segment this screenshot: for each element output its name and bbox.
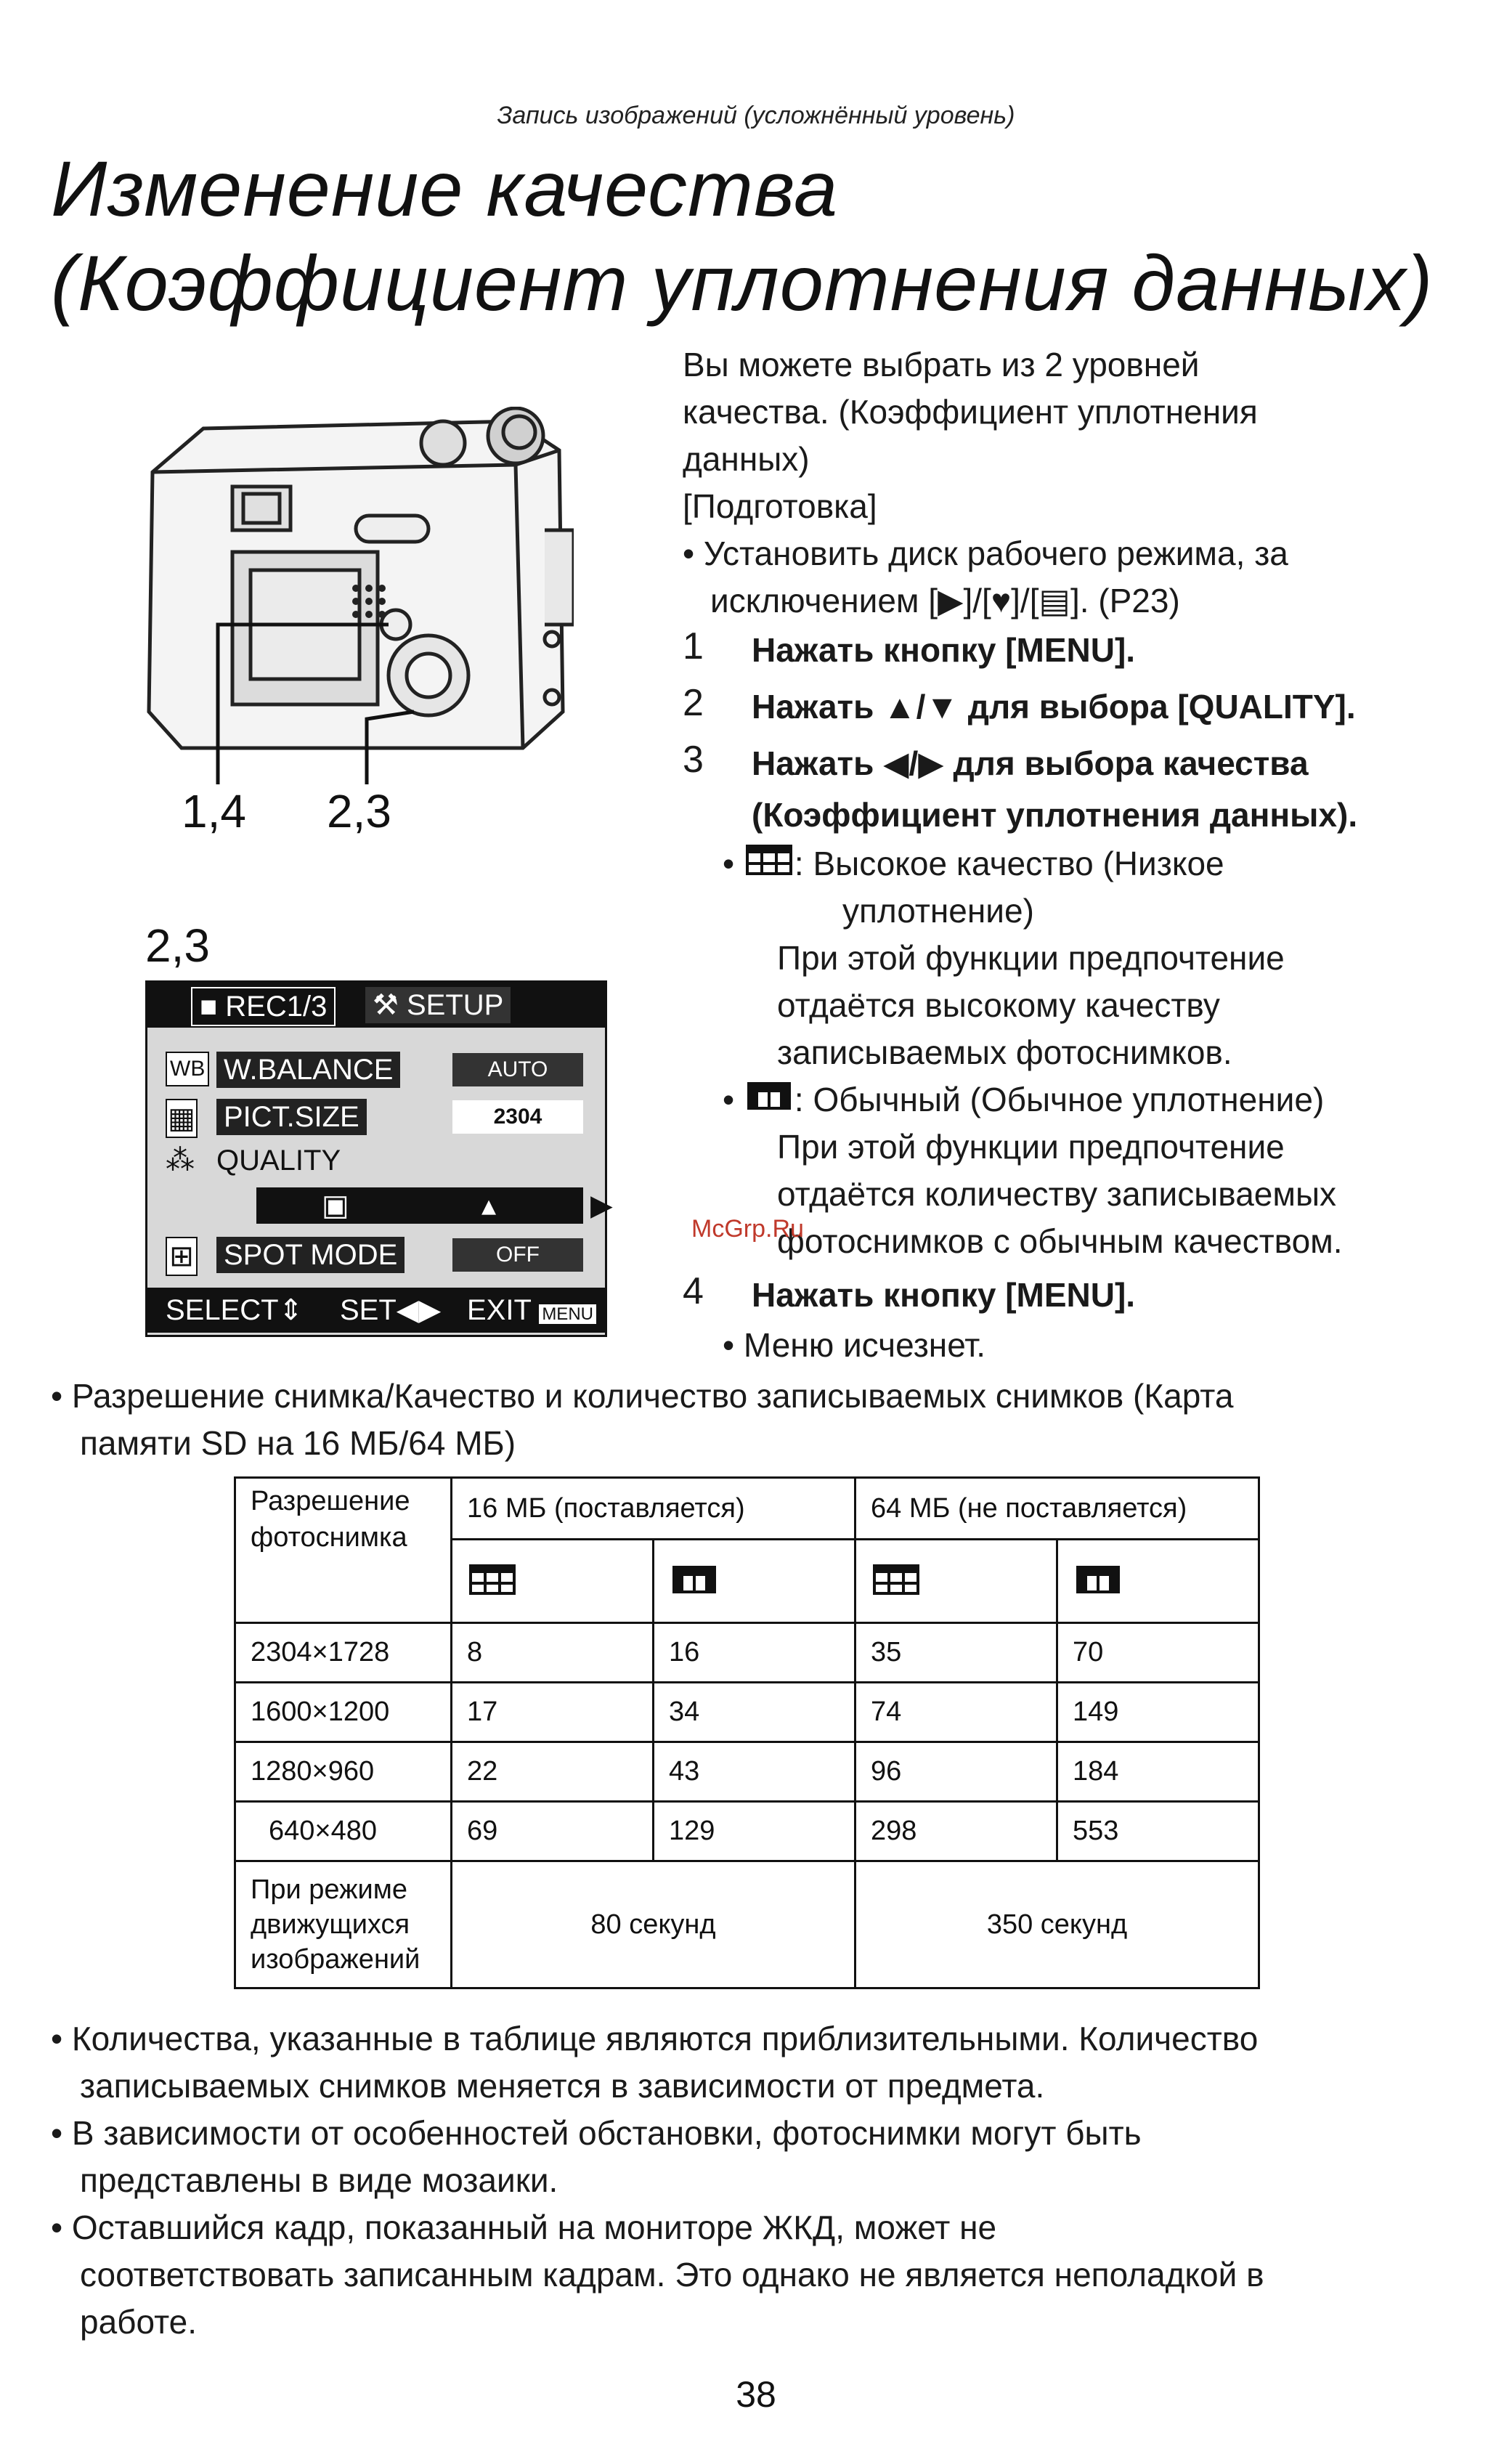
standard-option-line-1: [723, 1076, 1324, 1124]
table-cell: 74: [855, 1683, 1057, 1742]
table-intro-line-1: • Разрешение снимка/Качество и количество записываемых снимков (Карта: [51, 1377, 1234, 1415]
bullet-dot: •: [723, 1081, 744, 1118]
table-corner-cell: [235, 1478, 452, 1623]
lcd-pict-label: PICT.SIZE: [216, 1099, 367, 1135]
table-fine-64: [855, 1540, 1057, 1623]
step-3-text-line-2: (Коэффициент уплотнения данных).: [752, 796, 1358, 834]
step-4-number: 4: [683, 1270, 704, 1312]
page-title-line2: (Коэффициент уплотнения данных): [51, 239, 1434, 327]
standard-quality-icon: [744, 1076, 794, 1111]
fine-option-line-2: уплотнение): [842, 892, 1034, 930]
movie-label-line-1: При режиме: [251, 1874, 407, 1905]
prep-text-a: исключением [: [710, 582, 938, 619]
table-std-64: [1057, 1540, 1259, 1623]
standard-quality-icon: [1073, 1560, 1123, 1595]
table-cell: 298: [855, 1802, 1057, 1861]
table-cell: 22: [452, 1742, 654, 1802]
page-number: 38: [736, 2374, 776, 2415]
step-4-note: • Меню исчезнет.: [723, 1326, 986, 1364]
table-cell: 96: [855, 1742, 1057, 1802]
lcd-tab-rec-label: REC1/3: [225, 991, 328, 1023]
lcd-quality-selector: [256, 1187, 613, 1224]
lcd-tab-setup-label: SETUP: [406, 989, 504, 1021]
intro-line-3: данных): [683, 440, 810, 478]
step-3-text: Нажать ◀/▶ для выбора качества: [752, 744, 1309, 782]
lcd-footer: [147, 1288, 605, 1333]
wrench-icon: ⚒: [373, 989, 407, 1021]
fine-desc-line-2: отдаётся высокому качеству: [777, 986, 1220, 1024]
menu-button-icon: MENU: [539, 1304, 596, 1324]
lcd-footer-set-label: SET: [340, 1294, 397, 1326]
standard-desc-line-2: отдаётся количеству записываемых: [777, 1175, 1337, 1213]
spot-mode-icon: ⊞: [166, 1237, 198, 1276]
lcd-footer-set: [340, 1292, 441, 1328]
note-1-line-1: • Количества, указанные в таблице являются приблизительными. Количество: [51, 2020, 1259, 2057]
step-1-number: 1: [683, 625, 704, 667]
fine-desc-line-1: При этой функции предпочтение: [777, 939, 1285, 977]
lcd-tab-bar: [147, 983, 605, 1028]
fine-option-text: : Высокое качество (Низкое: [794, 845, 1224, 882]
camera-label-left: 1,4: [182, 785, 246, 837]
standard-desc-line-1: При этой функции предпочтение: [777, 1128, 1285, 1166]
lcd-row-pict: [147, 1099, 605, 1139]
fine-quality-icon: ▣: [322, 1190, 349, 1222]
table-movie-label: [235, 1861, 452, 1988]
intro-line-1: Вы можете выбрать из 2 уровней: [683, 346, 1200, 383]
lcd-spot-label: SPOT MODE: [216, 1237, 405, 1273]
table-row-resolution: 2304×1728: [235, 1623, 452, 1683]
wb-badge: WB: [166, 1052, 209, 1086]
lcd-row-spot: [147, 1237, 605, 1277]
table-header-row: [235, 1478, 1259, 1540]
prep-text-b: ]/[: [963, 582, 991, 619]
prep-bullet-line-2: [710, 577, 1180, 625]
lcd-footer-select-label: SELECT: [166, 1294, 279, 1326]
camera-illustration: [138, 407, 574, 784]
note-3-line-2: соответствовать записанным кадрам. Это однако не является неполадкой в: [80, 2256, 1264, 2293]
left-right-arrow-icon: ◀▶: [396, 1294, 442, 1326]
table-row-resolution: 1280×960: [235, 1742, 452, 1802]
fine-desc-line-3: записываемых фотоснимков.: [777, 1033, 1232, 1071]
lcd-pict-value: 2304: [452, 1100, 583, 1134]
intro-line-2: качества. (Коэффициент уплотнения: [683, 393, 1258, 431]
capacity-table: [234, 1476, 1260, 1989]
table-cell: 129: [654, 1802, 855, 1861]
note-3-line-1: • Оставшийся кадр, показанный на мониторе ЖКД, может не: [51, 2209, 997, 2246]
step-3-number: 3: [683, 739, 704, 781]
table-movie-64: 350 секунд: [855, 1861, 1259, 1988]
table-row-movie: [235, 1861, 1259, 1988]
lcd-footer-exit-label: EXIT: [467, 1294, 532, 1326]
camera-label-right: 2,3: [327, 785, 391, 837]
lcd-footer-select: [166, 1292, 303, 1328]
table-row: [235, 1802, 1259, 1861]
table-corner-line-2: фотоснимка: [251, 1522, 407, 1553]
standard-desc-line-3: фотоснимков с обычным качеством.: [777, 1222, 1343, 1260]
table-cell: 149: [1057, 1683, 1259, 1742]
lcd-footer-exit: [467, 1292, 596, 1333]
standard-quality-icon: [669, 1560, 720, 1595]
up-down-arrow-icon: ⇕: [278, 1294, 304, 1326]
table-row: [235, 1623, 1259, 1683]
standard-option-text: : Обычный (Обычное уплотнение): [794, 1081, 1325, 1118]
fine-quality-icon: [871, 1560, 922, 1595]
lcd-caption: 2,3: [145, 919, 210, 972]
step-1-text: Нажать кнопку [MENU].: [752, 631, 1136, 669]
table-header-64mb: 64 МБ (не поставляется): [855, 1478, 1259, 1540]
pict-size-icon: ▦: [166, 1099, 198, 1138]
table-cell: 553: [1057, 1802, 1259, 1861]
lcd-wb-label: W.BALANCE: [216, 1052, 400, 1088]
lcd-row-wb: [147, 1052, 605, 1092]
table-header-16mb: 16 МБ (поставляется): [452, 1478, 855, 1540]
watermark: McGrp.Ru: [691, 1215, 804, 1243]
fine-option-line-1: [723, 840, 1224, 887]
table-fine-16: [452, 1540, 654, 1623]
table-cell: 184: [1057, 1742, 1259, 1802]
lcd-menu-illustration: [145, 980, 613, 1337]
note-2-line-1: • В зависимости от особенностей обстановки, фотоснимки могут быть: [51, 2114, 1142, 2152]
lcd-row-quality: [147, 1142, 605, 1183]
section-header: Запись изображений (усложнённый уровень): [497, 102, 1015, 129]
lcd-wb-value: AUTO: [452, 1053, 583, 1086]
step-4-text: Нажать кнопку [MENU].: [752, 1276, 1136, 1314]
table-std-16: [654, 1540, 855, 1623]
table-cell: 34: [654, 1683, 855, 1742]
table-cell: 35: [855, 1623, 1057, 1683]
camera-icon: ■: [200, 991, 226, 1023]
lcd-tab-setup: [365, 987, 511, 1023]
note-1-line-2: записываемых снимков меняется в зависимости от предмета.: [80, 2067, 1045, 2105]
table-row-resolution: 1600×1200: [235, 1683, 452, 1742]
note-3-line-3: работе.: [80, 2303, 197, 2341]
table-corner-line-1: Разрешение: [251, 1486, 410, 1516]
fine-quality-icon: [744, 840, 794, 875]
table-movie-16: 80 секунд: [452, 1861, 855, 1988]
preparation-label: [Подготовка]: [683, 487, 877, 525]
table-cell: 8: [452, 1623, 654, 1683]
bullet-dot: •: [723, 845, 744, 882]
heart-icon: ♥: [991, 582, 1012, 619]
movie-label-line-2: движущихся: [251, 1909, 410, 1940]
prep-bullet-line-1: • Установить диск рабочего режима, за: [683, 535, 1288, 572]
table-row: [235, 1742, 1259, 1802]
standard-quality-icon: ▴: [481, 1190, 497, 1222]
note-2-line-2: представлены в виде мозаики.: [80, 2161, 558, 2199]
table-row-resolution: 640×480: [235, 1802, 452, 1861]
table-cell: 16: [654, 1623, 855, 1683]
quality-icon: ⁂: [166, 1145, 195, 1177]
lcd-quality-label: QUALITY: [216, 1145, 341, 1177]
lcd-tab-rec: [191, 987, 336, 1026]
fine-quality-icon: [467, 1560, 518, 1595]
table-cell: 70: [1057, 1623, 1259, 1683]
playback-icon: ▶: [938, 582, 964, 619]
table-cell: 43: [654, 1742, 855, 1802]
table-cell: 17: [452, 1683, 654, 1742]
table-row: [235, 1683, 1259, 1742]
lcd-spot-value: OFF: [452, 1238, 583, 1272]
step-2-text: Нажать ▲/▼ для выбора [QUALITY].: [752, 688, 1356, 726]
step-2-number: 2: [683, 682, 704, 724]
right-arrow-icon: ▶: [590, 1190, 613, 1222]
film-icon: ▤: [1039, 582, 1070, 619]
prep-text-c: ]/[: [1011, 582, 1039, 619]
table-cell: 69: [452, 1802, 654, 1861]
movie-label-line-3: изображений: [251, 1944, 420, 1975]
table-intro-line-2: памяти SD на 16 МБ/64 МБ): [80, 1424, 516, 1462]
page-title-line1: Изменение качества: [51, 145, 839, 232]
prep-text-d: ]. (P23): [1070, 582, 1180, 619]
